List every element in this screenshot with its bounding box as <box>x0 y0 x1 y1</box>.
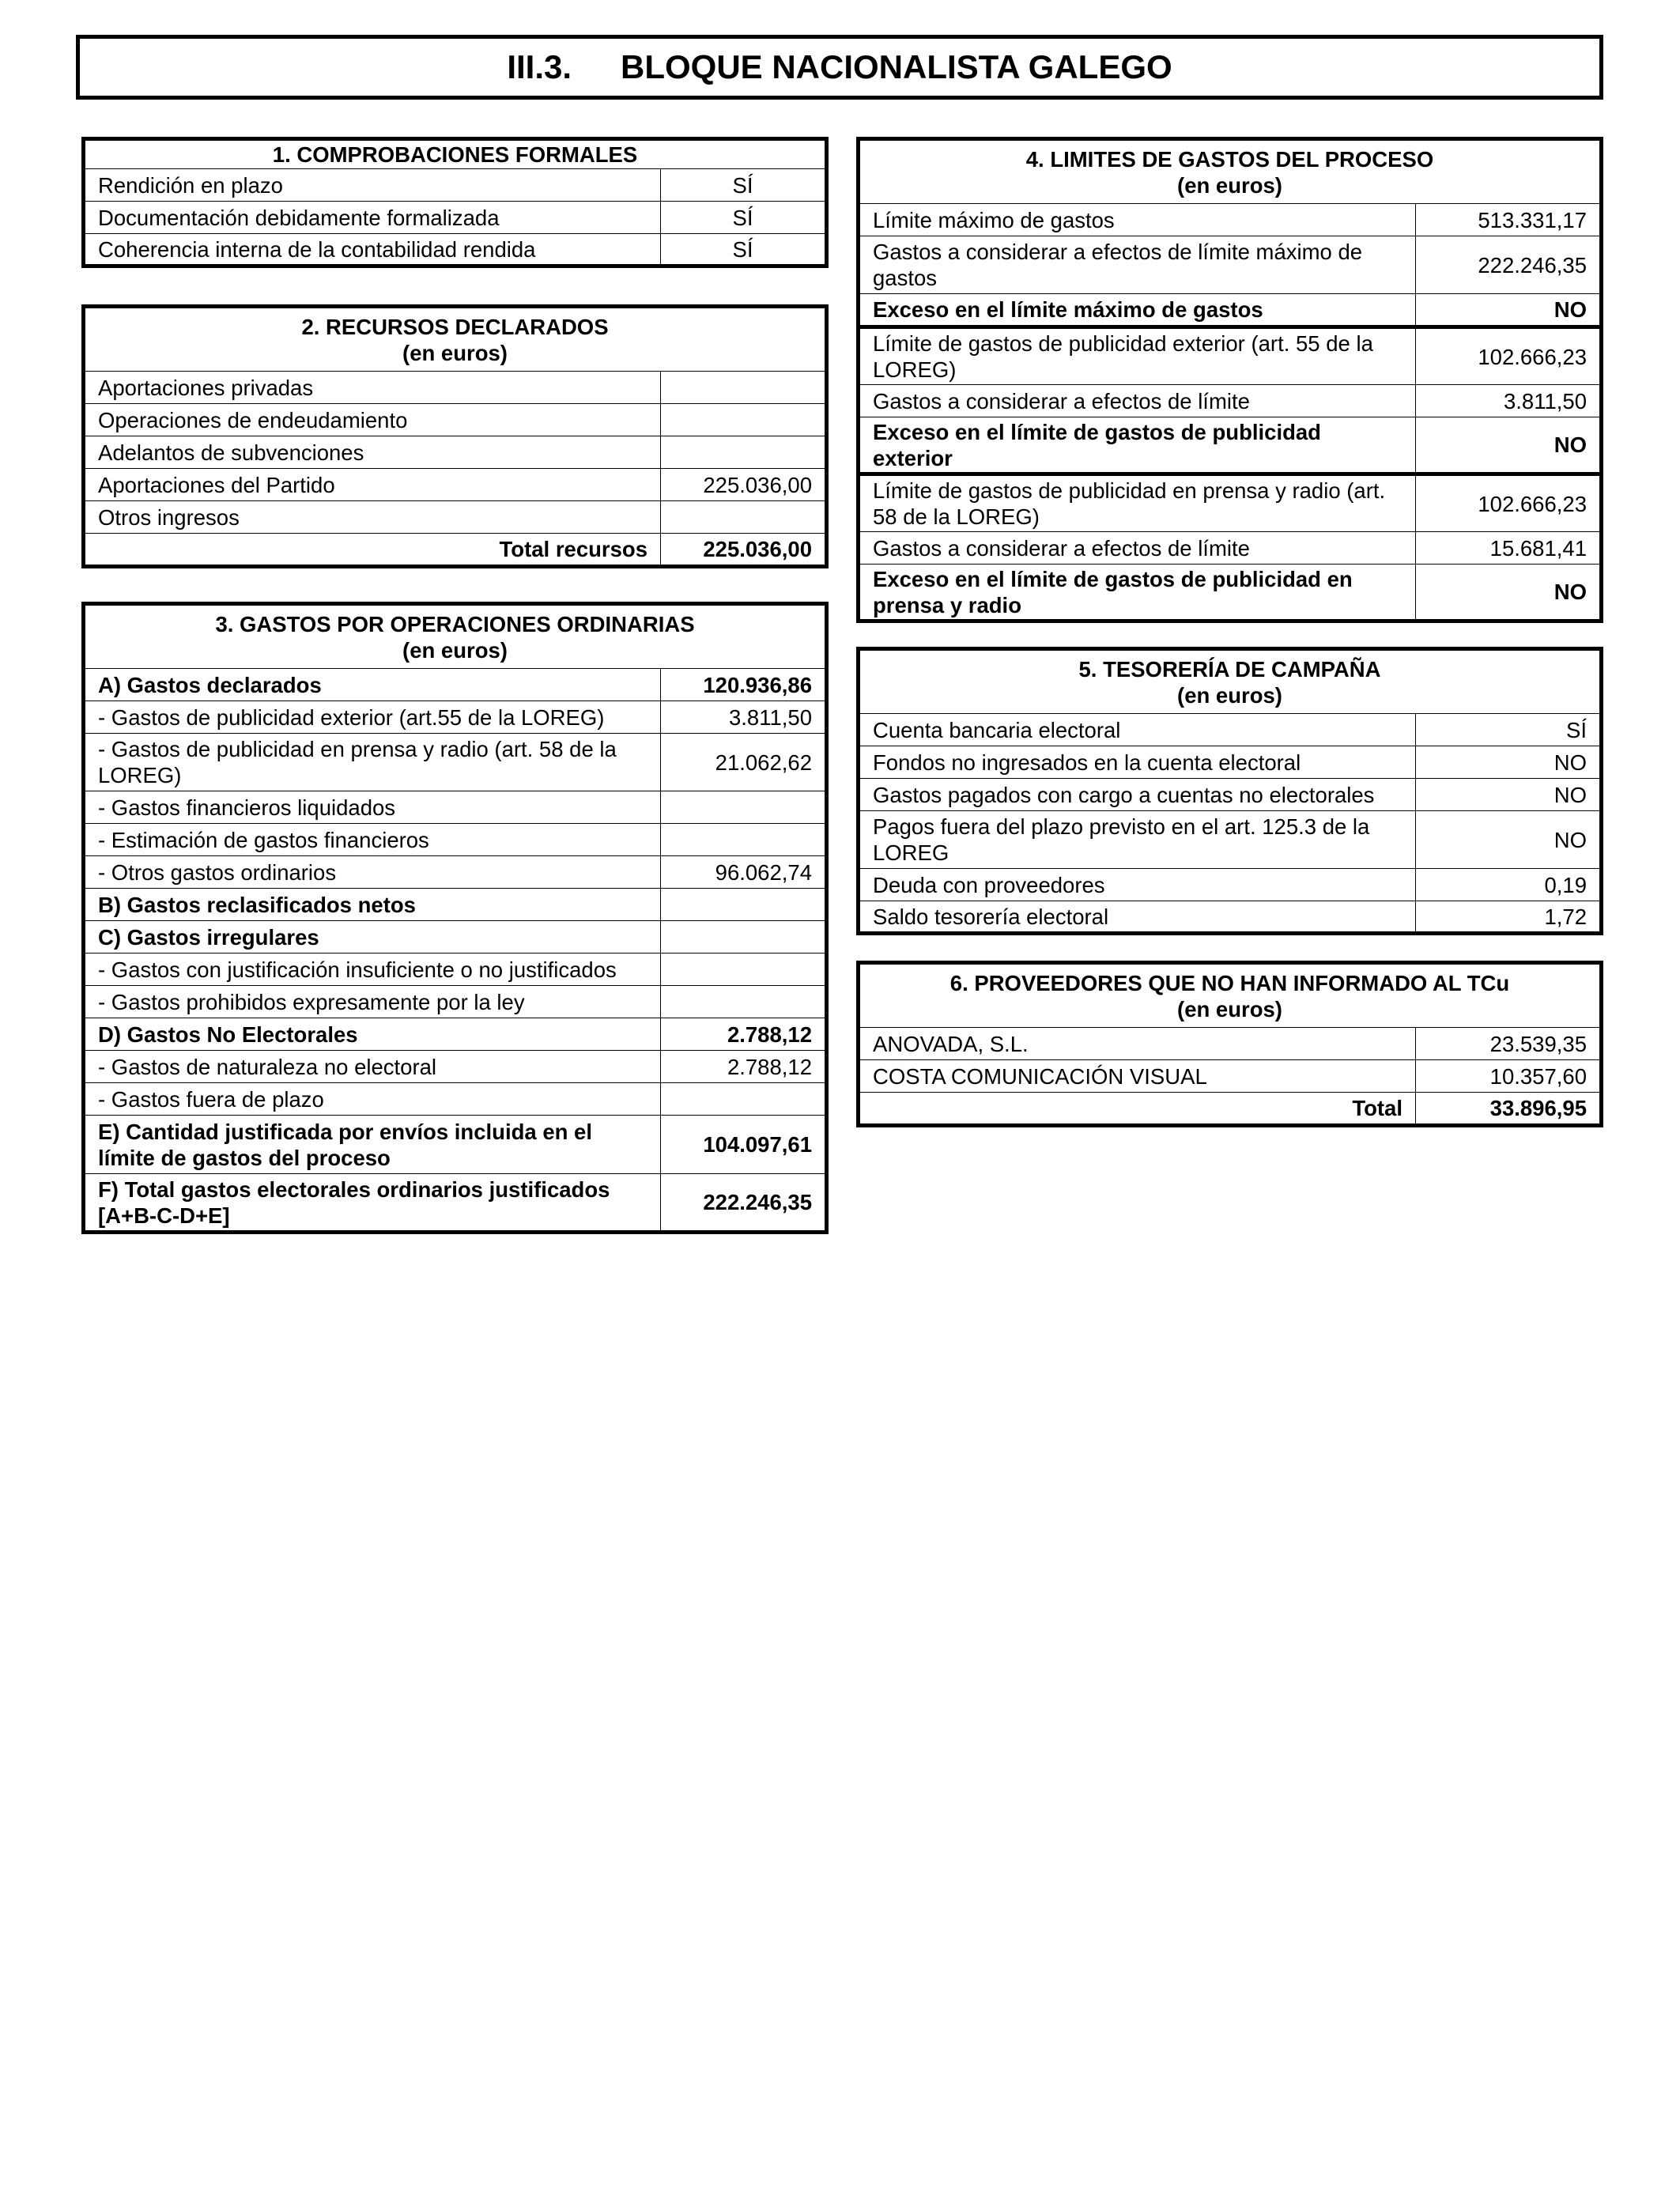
proveedores-table <box>856 961 1603 1127</box>
table-header <box>859 649 1602 714</box>
tesoreria-campana-table <box>856 647 1603 935</box>
gastos-ordinarios-table <box>81 602 829 1234</box>
row-value <box>661 404 827 436</box>
row-label: Deuda con proveedores <box>859 869 1416 901</box>
row-label: Aportaciones privadas <box>84 372 661 404</box>
table-subtitle: (en euros) <box>1177 997 1282 1021</box>
row-label: E) Cantidad justificada por envíos incluida en el límite de gastos del proceso <box>84 1116 661 1174</box>
row-value: 225.036,00 <box>661 469 827 501</box>
table-subtitle: (en euros) <box>402 638 508 663</box>
row-value <box>661 954 827 986</box>
table-title: 5. TESORERÍA DE CAMPAÑA <box>1078 657 1381 682</box>
table-header <box>84 604 827 669</box>
row-value: NO <box>1416 746 1602 779</box>
table-header <box>859 139 1602 204</box>
row-label: Otros ingresos <box>84 501 661 534</box>
row-value <box>661 501 827 534</box>
row-value: SÍ <box>1416 714 1602 746</box>
row-label: ANOVADA, S.L. <box>859 1028 1416 1060</box>
row-label: Límite de gastos de publicidad en prensa y radio (art. 58 de la LOREG) <box>859 474 1416 532</box>
row-label: Operaciones de endeudamiento <box>84 404 661 436</box>
table-header: 1. COMPROBACIONES FORMALES <box>84 139 827 169</box>
table-title: 3. GASTOS POR OPERACIONES ORDINARIAS <box>215 612 695 636</box>
row-value: 3.811,50 <box>661 701 827 734</box>
row-value <box>661 372 827 404</box>
row-value: 513.331,17 <box>1416 204 1602 236</box>
row-value: 104.097,61 <box>661 1116 827 1174</box>
row-value: 1,72 <box>1416 901 1602 934</box>
row-value: 222.246,35 <box>1416 236 1602 294</box>
table-title: 2. RECURSOS DECLARADOS <box>301 315 609 339</box>
row-value <box>661 986 827 1018</box>
table-title: 4. LIMITES DE GASTOS DEL PROCESO <box>1025 147 1434 172</box>
row-label: Aportaciones del Partido <box>84 469 661 501</box>
row-value: 15.681,41 <box>1416 532 1602 565</box>
row-value: NO <box>1416 779 1602 811</box>
row-label: F) Total gastos electorales ordinarios justificados [A+B-C-D+E] <box>84 1174 661 1233</box>
row-value: 222.246,35 <box>661 1174 827 1233</box>
row-label: Límite de gastos de publicidad exterior (art. 55 de la LOREG) <box>859 327 1416 385</box>
table-header <box>859 963 1602 1028</box>
row-label: D) Gastos No Electorales <box>84 1018 661 1051</box>
row-value: NO <box>1416 565 1602 621</box>
row-label: Adelantos de subvenciones <box>84 436 661 469</box>
row-label: C) Gastos irregulares <box>84 921 661 954</box>
row-value <box>661 436 827 469</box>
page-title <box>76 35 1603 100</box>
row-label: A) Gastos declarados <box>84 669 661 701</box>
row-value <box>661 889 827 921</box>
row-value: 120.936,86 <box>661 669 827 701</box>
comprobaciones-formales-table <box>81 137 829 268</box>
row-value <box>661 791 827 824</box>
row-label: Gastos a considerar a efectos de límite máximo de gastos <box>859 236 1416 294</box>
row-value: NO <box>1416 811 1602 869</box>
row-label: Rendición en plazo <box>84 169 661 202</box>
row-label: - Gastos fuera de plazo <box>84 1083 661 1116</box>
row-label: Documentación debidamente formalizada <box>84 202 661 234</box>
row-value <box>661 824 827 856</box>
row-value: NO <box>1416 294 1602 327</box>
row-value: 102.666,23 <box>1416 474 1602 532</box>
row-label: Saldo tesorería electoral <box>859 901 1416 934</box>
row-label: Exceso en el límite de gastos de publicidad en prensa y radio <box>859 565 1416 621</box>
row-value: 21.062,62 <box>661 734 827 791</box>
section-number: III.3. <box>507 48 572 85</box>
row-value: 0,19 <box>1416 869 1602 901</box>
row-label: - Gastos de naturaleza no electoral <box>84 1051 661 1083</box>
row-label: Gastos pagados con cargo a cuentas no electorales <box>859 779 1416 811</box>
row-label: Cuenta bancaria electoral <box>859 714 1416 746</box>
row-label: Coherencia interna de la contabilidad rendida <box>84 234 661 266</box>
row-value: 102.666,23 <box>1416 327 1602 385</box>
row-label: Fondos no ingresados en la cuenta electoral <box>859 746 1416 779</box>
row-value <box>661 921 827 954</box>
table-subtitle: (en euros) <box>402 341 508 365</box>
row-label: Exceso en el límite de gastos de publicidad exterior <box>859 417 1416 474</box>
total-value: 33.896,95 <box>1416 1093 1602 1126</box>
row-value: 96.062,74 <box>661 856 827 889</box>
row-value: 2.788,12 <box>661 1051 827 1083</box>
table-subtitle: (en euros) <box>1177 683 1282 708</box>
row-label: B) Gastos reclasificados netos <box>84 889 661 921</box>
row-value: SÍ <box>661 202 827 234</box>
recursos-declarados-table <box>81 304 829 568</box>
section-title: BLOQUE NACIONALISTA GALEGO <box>621 48 1172 85</box>
row-value: 23.539,35 <box>1416 1028 1602 1060</box>
total-label: Total <box>859 1093 1416 1126</box>
row-label: - Gastos financieros liquidados <box>84 791 661 824</box>
row-value: 2.788,12 <box>661 1018 827 1051</box>
row-label: - Gastos prohibidos expresamente por la ley <box>84 986 661 1018</box>
table-title: 6. PROVEEDORES QUE NO HAN INFORMADO AL TCu <box>949 971 1510 995</box>
row-value: SÍ <box>661 169 827 202</box>
row-value: 3.811,50 <box>1416 385 1602 417</box>
row-label: - Gastos de publicidad en prensa y radio (art. 58 de la LOREG) <box>84 734 661 791</box>
limites-gastos-table <box>856 137 1603 623</box>
row-label: Pagos fuera del plazo previsto en el art. 125.3 de la LOREG <box>859 811 1416 869</box>
row-label: - Gastos de publicidad exterior (art.55 de la LOREG) <box>84 701 661 734</box>
table-subtitle: (en euros) <box>1177 173 1282 198</box>
row-value: SÍ <box>661 234 827 266</box>
row-label: Exceso en el límite máximo de gastos <box>859 294 1416 327</box>
row-value: 10.357,60 <box>1416 1060 1602 1093</box>
row-label: - Gastos con justificación insuficiente o no justificados <box>84 954 661 986</box>
row-label: - Otros gastos ordinarios <box>84 856 661 889</box>
row-label: COSTA COMUNICACIÓN VISUAL <box>859 1060 1416 1093</box>
total-value: 225.036,00 <box>661 534 827 567</box>
row-label: Gastos a considerar a efectos de límite <box>859 385 1416 417</box>
row-label: Límite máximo de gastos <box>859 204 1416 236</box>
total-label: Total recursos <box>84 534 661 567</box>
row-value <box>661 1083 827 1116</box>
row-value: NO <box>1416 417 1602 474</box>
table-header <box>84 307 827 372</box>
row-label: - Estimación de gastos financieros <box>84 824 661 856</box>
row-label: Gastos a considerar a efectos de límite <box>859 532 1416 565</box>
